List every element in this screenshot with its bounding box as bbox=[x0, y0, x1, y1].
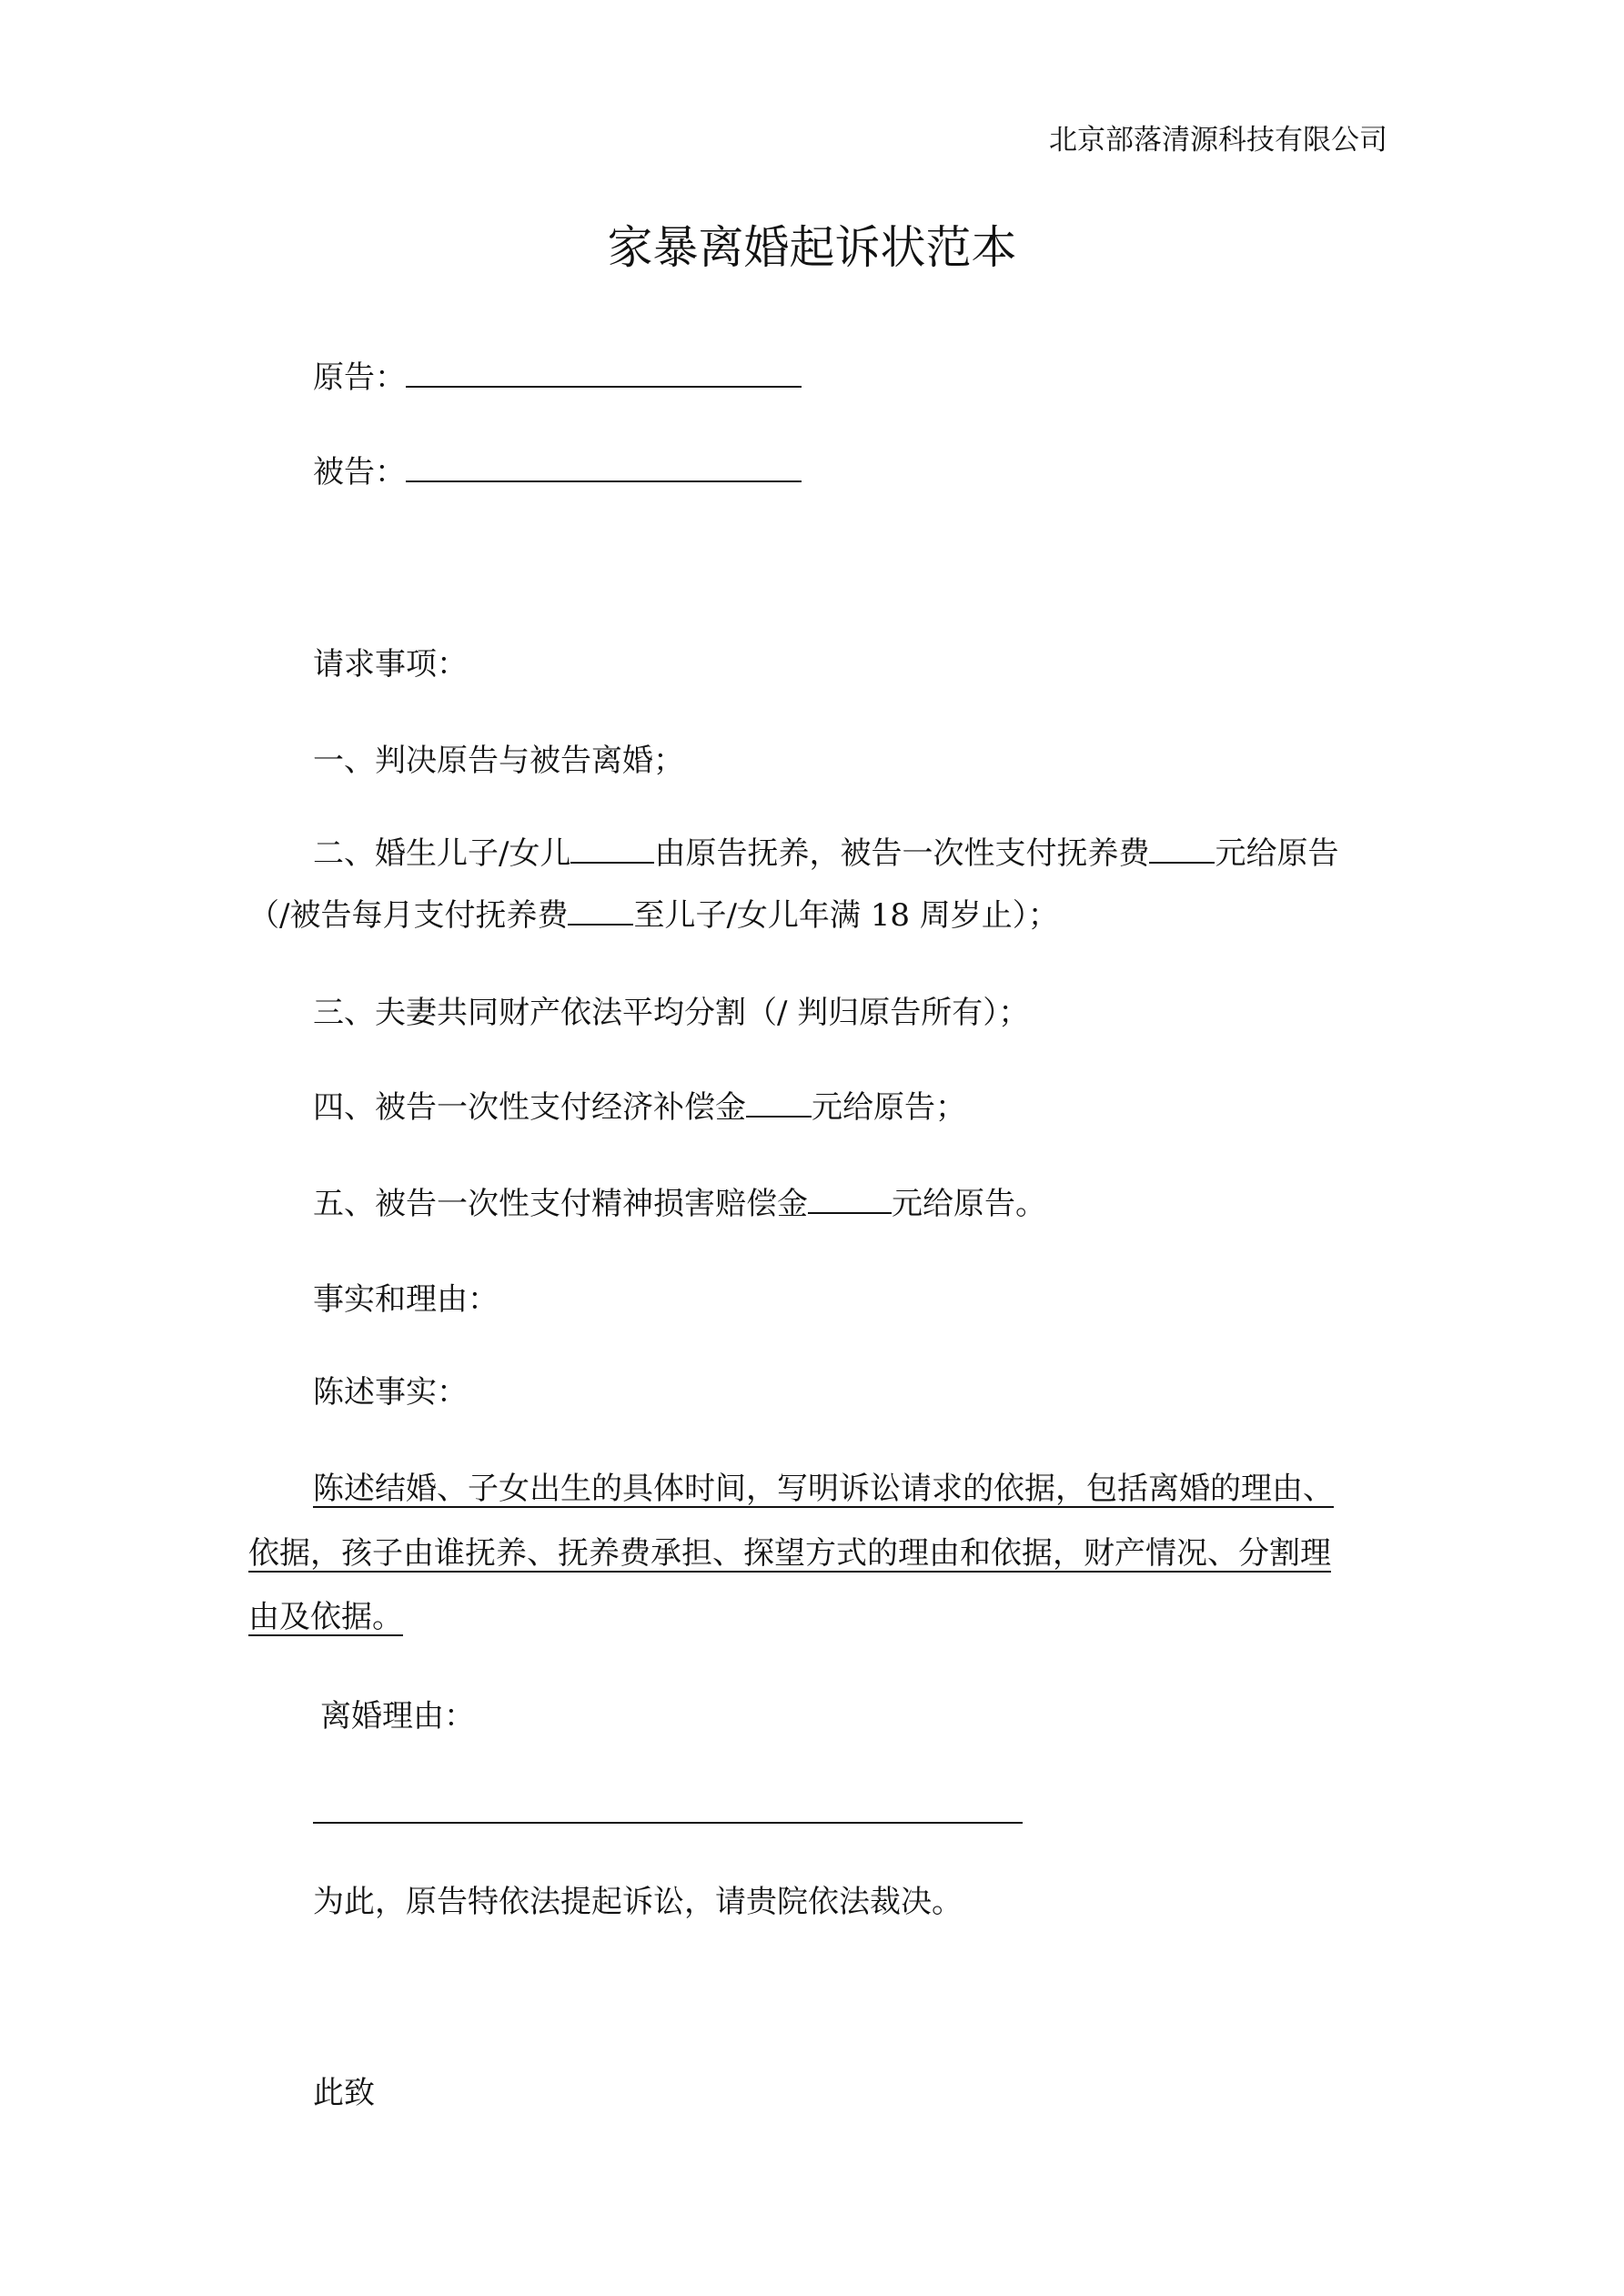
claim-2-text-b: 由原告抚养，被告一次性支付抚养费 bbox=[654, 835, 1150, 872]
facts-para-line3: 由及依据。 bbox=[248, 1599, 403, 1635]
company-header: 北京部落清源科技有限公司 bbox=[1049, 124, 1387, 157]
claims-heading: 请求事项： bbox=[313, 646, 468, 683]
claim-3: 三、夫妻共同财产依法平均分割（/ 判归原告所有）； bbox=[313, 995, 1030, 1031]
defendant-label: 被告： bbox=[313, 454, 406, 491]
plaintiff-blank[interactable] bbox=[406, 359, 802, 388]
plaintiff-field bbox=[313, 358, 802, 398]
claim-4 bbox=[313, 1087, 966, 1128]
facts-heading: 事实和理由： bbox=[313, 1281, 499, 1318]
claim-4-text-a: 四、被告一次性支付经济补偿金 bbox=[313, 1089, 746, 1126]
claim-1: 一、判决原告与被告离婚； bbox=[313, 743, 684, 779]
document-title: 家暴离婚起诉状范本 bbox=[607, 221, 1017, 274]
claim-5-text-a: 五、被告一次性支付精神损害赔偿金 bbox=[313, 1186, 808, 1222]
facts-para-line1: 陈述结婚、子女出生的具体时间，写明诉讼请求的依据，包括离婚的理由、 bbox=[313, 1471, 1334, 1507]
facts-para-line2: 依据，孩子由谁抚养、抚养费承担、探望方式的理由和依据，财产情况、分割理 bbox=[248, 1535, 1331, 1572]
defendant-field bbox=[313, 452, 802, 492]
claim-2-text-c: 元给原告 bbox=[1215, 835, 1339, 872]
claim-2-text-e: 至儿子/女儿年满 18 周岁止）； bbox=[633, 897, 1059, 934]
defendant-blank[interactable] bbox=[406, 453, 802, 482]
claim-5-text-b: 元给原告。 bbox=[892, 1186, 1046, 1222]
claim-2-text-d: （/被告每月支付抚养费 bbox=[248, 897, 569, 934]
child-blank[interactable] bbox=[570, 834, 654, 864]
salutation: 此致 bbox=[313, 2075, 375, 2111]
claim-2-text-a: 二、婚生儿子/女儿 bbox=[313, 835, 571, 872]
claim-4-text-b: 元给原告； bbox=[812, 1089, 966, 1126]
claim-5 bbox=[313, 1184, 1046, 1224]
monthly-fee-blank[interactable] bbox=[568, 896, 633, 925]
damages-blank[interactable] bbox=[808, 1185, 892, 1214]
divorce-reason-blank[interactable] bbox=[313, 1822, 1023, 1824]
support-fee-blank[interactable] bbox=[1149, 834, 1215, 864]
claim-2-line2 bbox=[248, 895, 1059, 936]
claim-2-line1 bbox=[313, 834, 1338, 874]
divorce-reason-heading: 离婚理由： bbox=[320, 1698, 475, 1735]
compensation-blank[interactable] bbox=[746, 1088, 812, 1118]
facts-sub-heading: 陈述事实： bbox=[313, 1374, 468, 1411]
plaintiff-label: 原告： bbox=[313, 359, 406, 396]
closing-request: 为此，原告特依法提起诉讼，请贵院依法裁决。 bbox=[313, 1884, 963, 1920]
